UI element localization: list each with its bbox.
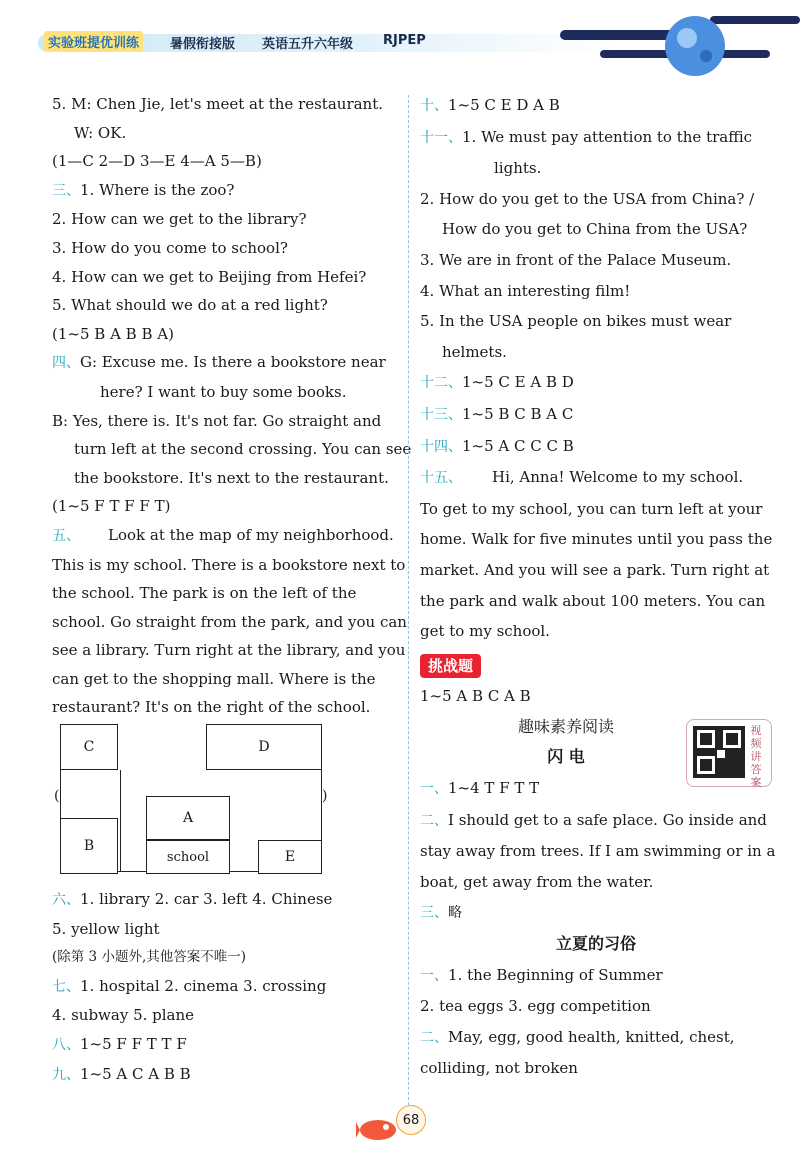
answer-line: This is my school. There is a bookstore next to	[52, 555, 406, 574]
right-column	[420, 90, 776, 1084]
answer-line: 1. library 2. car 3. left 4. Chinese	[80, 890, 333, 908]
note-line: (除第 3 小题外,其他答案不唯一)	[52, 949, 246, 966]
answer-line: W: OK.	[74, 123, 127, 142]
answer-line: 4. What an interesting film!	[420, 281, 631, 300]
fish-decoration-icon	[356, 1114, 400, 1144]
answer-line: Look at the map of my neighborhood.	[108, 525, 394, 544]
answer-line: 1~5 C E D A B	[448, 96, 560, 114]
section-marker: 三、	[52, 182, 80, 199]
answer-line: 5. M: Chen Jie, let's meet at the restaurant.	[52, 95, 384, 113]
answer-line: boat, get away from the water.	[420, 872, 654, 891]
answer-line: 5. In the USA people on bikes must wear	[420, 312, 732, 331]
answer-line: 4. How can we get to Beijing from Hefei?	[52, 267, 367, 286]
answer-line: school. Go straight from the park, and you can	[52, 612, 407, 631]
map-block-d: D	[206, 724, 322, 770]
answer-line: turn left at the second crossing. You can see	[74, 440, 412, 459]
answer-line: 2. How do you get to the USA from China? /	[420, 189, 755, 208]
answer-line: How do you get to China from the USA?	[442, 220, 748, 239]
section-marker: 十一、	[420, 129, 462, 146]
answer-line: 略	[448, 905, 462, 922]
map-paren-left: (	[54, 788, 60, 804]
story-title: 闪 电	[547, 747, 585, 767]
answer-line: 1~5 B C B A C	[462, 404, 574, 423]
answer-line: 5. What should we do at a red light?	[52, 296, 328, 315]
section-marker: 十四、	[420, 438, 462, 455]
map-block-a: A	[146, 796, 230, 840]
section-marker: 九、	[52, 1066, 80, 1083]
moon-decoration-icon	[560, 6, 800, 82]
section-marker: 七、	[52, 978, 80, 995]
section-marker: 二、	[420, 1029, 448, 1046]
answer-line: 1~5 C E A B D	[462, 373, 574, 392]
section-marker: 五、	[52, 527, 80, 544]
answer-line: 1. the Beginning of Summer	[448, 965, 663, 984]
answer-line: I should get to a safe place. Go inside and	[448, 810, 767, 829]
section-marker: 八、	[52, 1036, 80, 1053]
brand-title: 实验班提优训练	[44, 31, 143, 52]
map-block-school: school	[146, 840, 230, 874]
answer-line: the park and walk about 100 meters. You can	[420, 591, 766, 610]
page-number: 68	[396, 1105, 426, 1135]
answer-line: 1~4 T F T T	[448, 779, 540, 798]
answer-line: market. And you will see a park. Turn right at	[420, 560, 770, 579]
map-block-c: C	[60, 724, 118, 770]
answer-line: get to my school.	[420, 622, 550, 641]
neighborhood-map	[60, 724, 322, 874]
answer-line: 1. Where is the zoo?	[80, 180, 235, 199]
section-marker: 六、	[52, 892, 80, 908]
column-divider	[408, 95, 409, 1125]
answer-line: 2. tea eggs 3. egg competition	[420, 997, 651, 1016]
answer-line: can get to the shopping mall. Where is the	[52, 669, 376, 688]
answer-line: here? I want to buy some books.	[100, 382, 347, 401]
left-column	[52, 90, 412, 722]
qr-code-icon	[693, 726, 745, 778]
answer-line: see a library. Turn right at the library, and you	[52, 641, 406, 660]
section-marker: 十五、	[420, 470, 462, 487]
qr-label: 视频讲答案	[750, 724, 762, 789]
answer-line: 1~5 A C C C B	[462, 436, 574, 455]
answer-line: restaurant? It's on the right of the school.	[52, 698, 371, 717]
subject-label: 英语五升六年级	[262, 37, 354, 52]
answer-line: 1. We must pay attention to the traffic	[462, 127, 753, 146]
answer-line: (1~5 B A B B A)	[52, 324, 174, 343]
answer-line: 1~5 A C A B B	[80, 1064, 191, 1083]
answer-line: (1—C 2—D 3—E 4—A 5—B)	[52, 152, 262, 171]
qr-code-card[interactable]	[686, 719, 772, 787]
answer-line: 2. How can we get to the library?	[52, 210, 307, 229]
answer-line: the bookstore. It's next to the restaurant.	[74, 468, 389, 487]
answer-line: the school. The park is on the left of the	[52, 584, 357, 603]
story-title: 立夏的习俗	[555, 934, 636, 954]
answer-line: To get to my school, you can turn left at your	[420, 499, 763, 518]
edition-label: 暑假衔接版	[170, 37, 236, 52]
answer-line: 1~5 A B C A B	[420, 687, 531, 706]
answer-line: stay away from trees. If I am swimming or in a	[420, 842, 776, 861]
map-paren-right: )	[322, 788, 328, 804]
answer-line: 3. We are in front of the Palace Museum.	[420, 250, 732, 269]
section-marker: 三、	[420, 905, 448, 922]
answer-line: May, egg, good health, knitted, chest,	[448, 1027, 735, 1046]
section-marker: 十二、	[420, 375, 462, 392]
answer-line: B: Yes, there is. It's not far. Go straight and	[52, 411, 382, 430]
map-block-b: B	[60, 818, 118, 874]
answer-line: helmets.	[442, 342, 507, 361]
answer-line: G: Excuse me. Is there a bookstore near	[80, 353, 386, 372]
answer-line: home. Walk for five minutes until you pass the	[420, 530, 773, 549]
answer-line: (1~5 F T F F T)	[52, 497, 171, 516]
reading-title: 趣味素养阅读	[517, 716, 614, 736]
left-column-bottom	[52, 885, 402, 1089]
section-marker: 一、	[420, 781, 448, 798]
answer-line: colliding, not broken	[420, 1059, 578, 1078]
challenge-badge: 挑战题	[420, 654, 481, 678]
section-marker: 二、	[420, 812, 448, 829]
section-marker: 十、	[420, 98, 448, 114]
answer-line: lights.	[494, 159, 542, 178]
code-label: RJPEP	[383, 33, 426, 48]
answer-line: Hi, Anna! Welcome to my school.	[492, 468, 744, 487]
section-marker: 十三、	[420, 406, 462, 423]
map-block-e: E	[258, 840, 322, 874]
section-marker: 一、	[420, 967, 448, 984]
answer-line: 1~5 F F T T F	[80, 1034, 187, 1053]
section-marker: 四、	[52, 355, 80, 372]
answer-line: 5. yellow light	[52, 919, 160, 938]
page-header	[0, 0, 800, 82]
answer-line: 3. How do you come to school?	[52, 238, 288, 257]
answer-line: 1. hospital 2. cinema 3. crossing	[80, 976, 327, 995]
answer-line: 4. subway 5. plane	[52, 1006, 195, 1025]
